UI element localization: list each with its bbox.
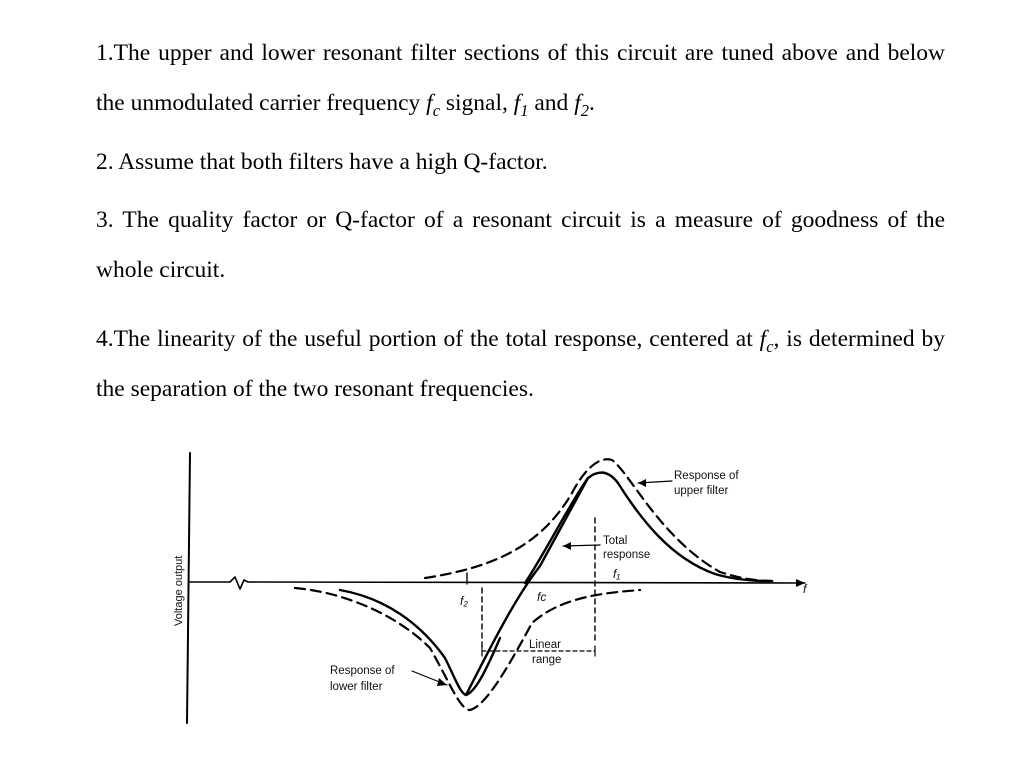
lower-response-label-line-2: lower filter	[330, 681, 383, 693]
point-1-text-mid-1: signal,	[439, 90, 514, 116]
y-axis	[187, 453, 190, 723]
point-1-text-start: 1.The upper and lower resonant filter sections of this circuit are tuned above and below the unmodulated carrier frequency	[96, 40, 945, 116]
point-3: 3. The quality factor or Q-factor of a resonant circuit is a measure of goodness of the whole circuit.	[96, 207, 945, 283]
point-2: 2. Assume that both filters have a high Q-factor.	[96, 149, 548, 175]
total-response-line	[466, 478, 588, 695]
point-4-text-start: 4.The linearity of the useful portion of the total response, centered at	[96, 326, 760, 352]
discriminator-response-diagram	[160, 448, 820, 738]
f2-label: f₂	[460, 594, 468, 608]
upper-response-label-line-1: Response of	[674, 470, 739, 482]
upper-response-arrowhead	[638, 479, 646, 487]
x-axis-label: f	[803, 582, 807, 596]
linear-range-label-line-1: Linear	[529, 639, 561, 651]
total-response-label-line-2: response	[603, 549, 651, 561]
point-4	[96, 314, 945, 414]
response-curves-svg	[160, 448, 820, 738]
point-4-text-end: , is determined by the separation of the two resonant frequencies.	[96, 326, 945, 402]
total-response-arrowhead	[563, 542, 571, 550]
linear-range-label-line-2: range	[532, 654, 562, 666]
lower-response-label-line-1: Response of	[330, 665, 395, 677]
fc-symbol: $f_c$	[426, 90, 440, 120]
lower-response-arrowhead	[437, 678, 447, 686]
f2-symbol: $f_2$	[574, 90, 589, 120]
point-1-text-mid-2: and	[528, 90, 575, 116]
total-response-label-line-1: Total	[603, 535, 628, 547]
x-axis	[190, 577, 805, 589]
point-1	[96, 28, 945, 128]
fc-symbol: $f_c$	[759, 326, 774, 356]
bullet-text-block	[96, 28, 945, 433]
f1-symbol: $f_1$	[513, 90, 529, 120]
fc-label: fᴄ	[537, 590, 547, 604]
upper-response-label-line-2: upper filter	[674, 485, 729, 497]
point-1-text-end: .	[588, 90, 595, 116]
y-axis-label: Voltage output	[173, 555, 185, 626]
f1-label: f₁	[613, 567, 621, 581]
